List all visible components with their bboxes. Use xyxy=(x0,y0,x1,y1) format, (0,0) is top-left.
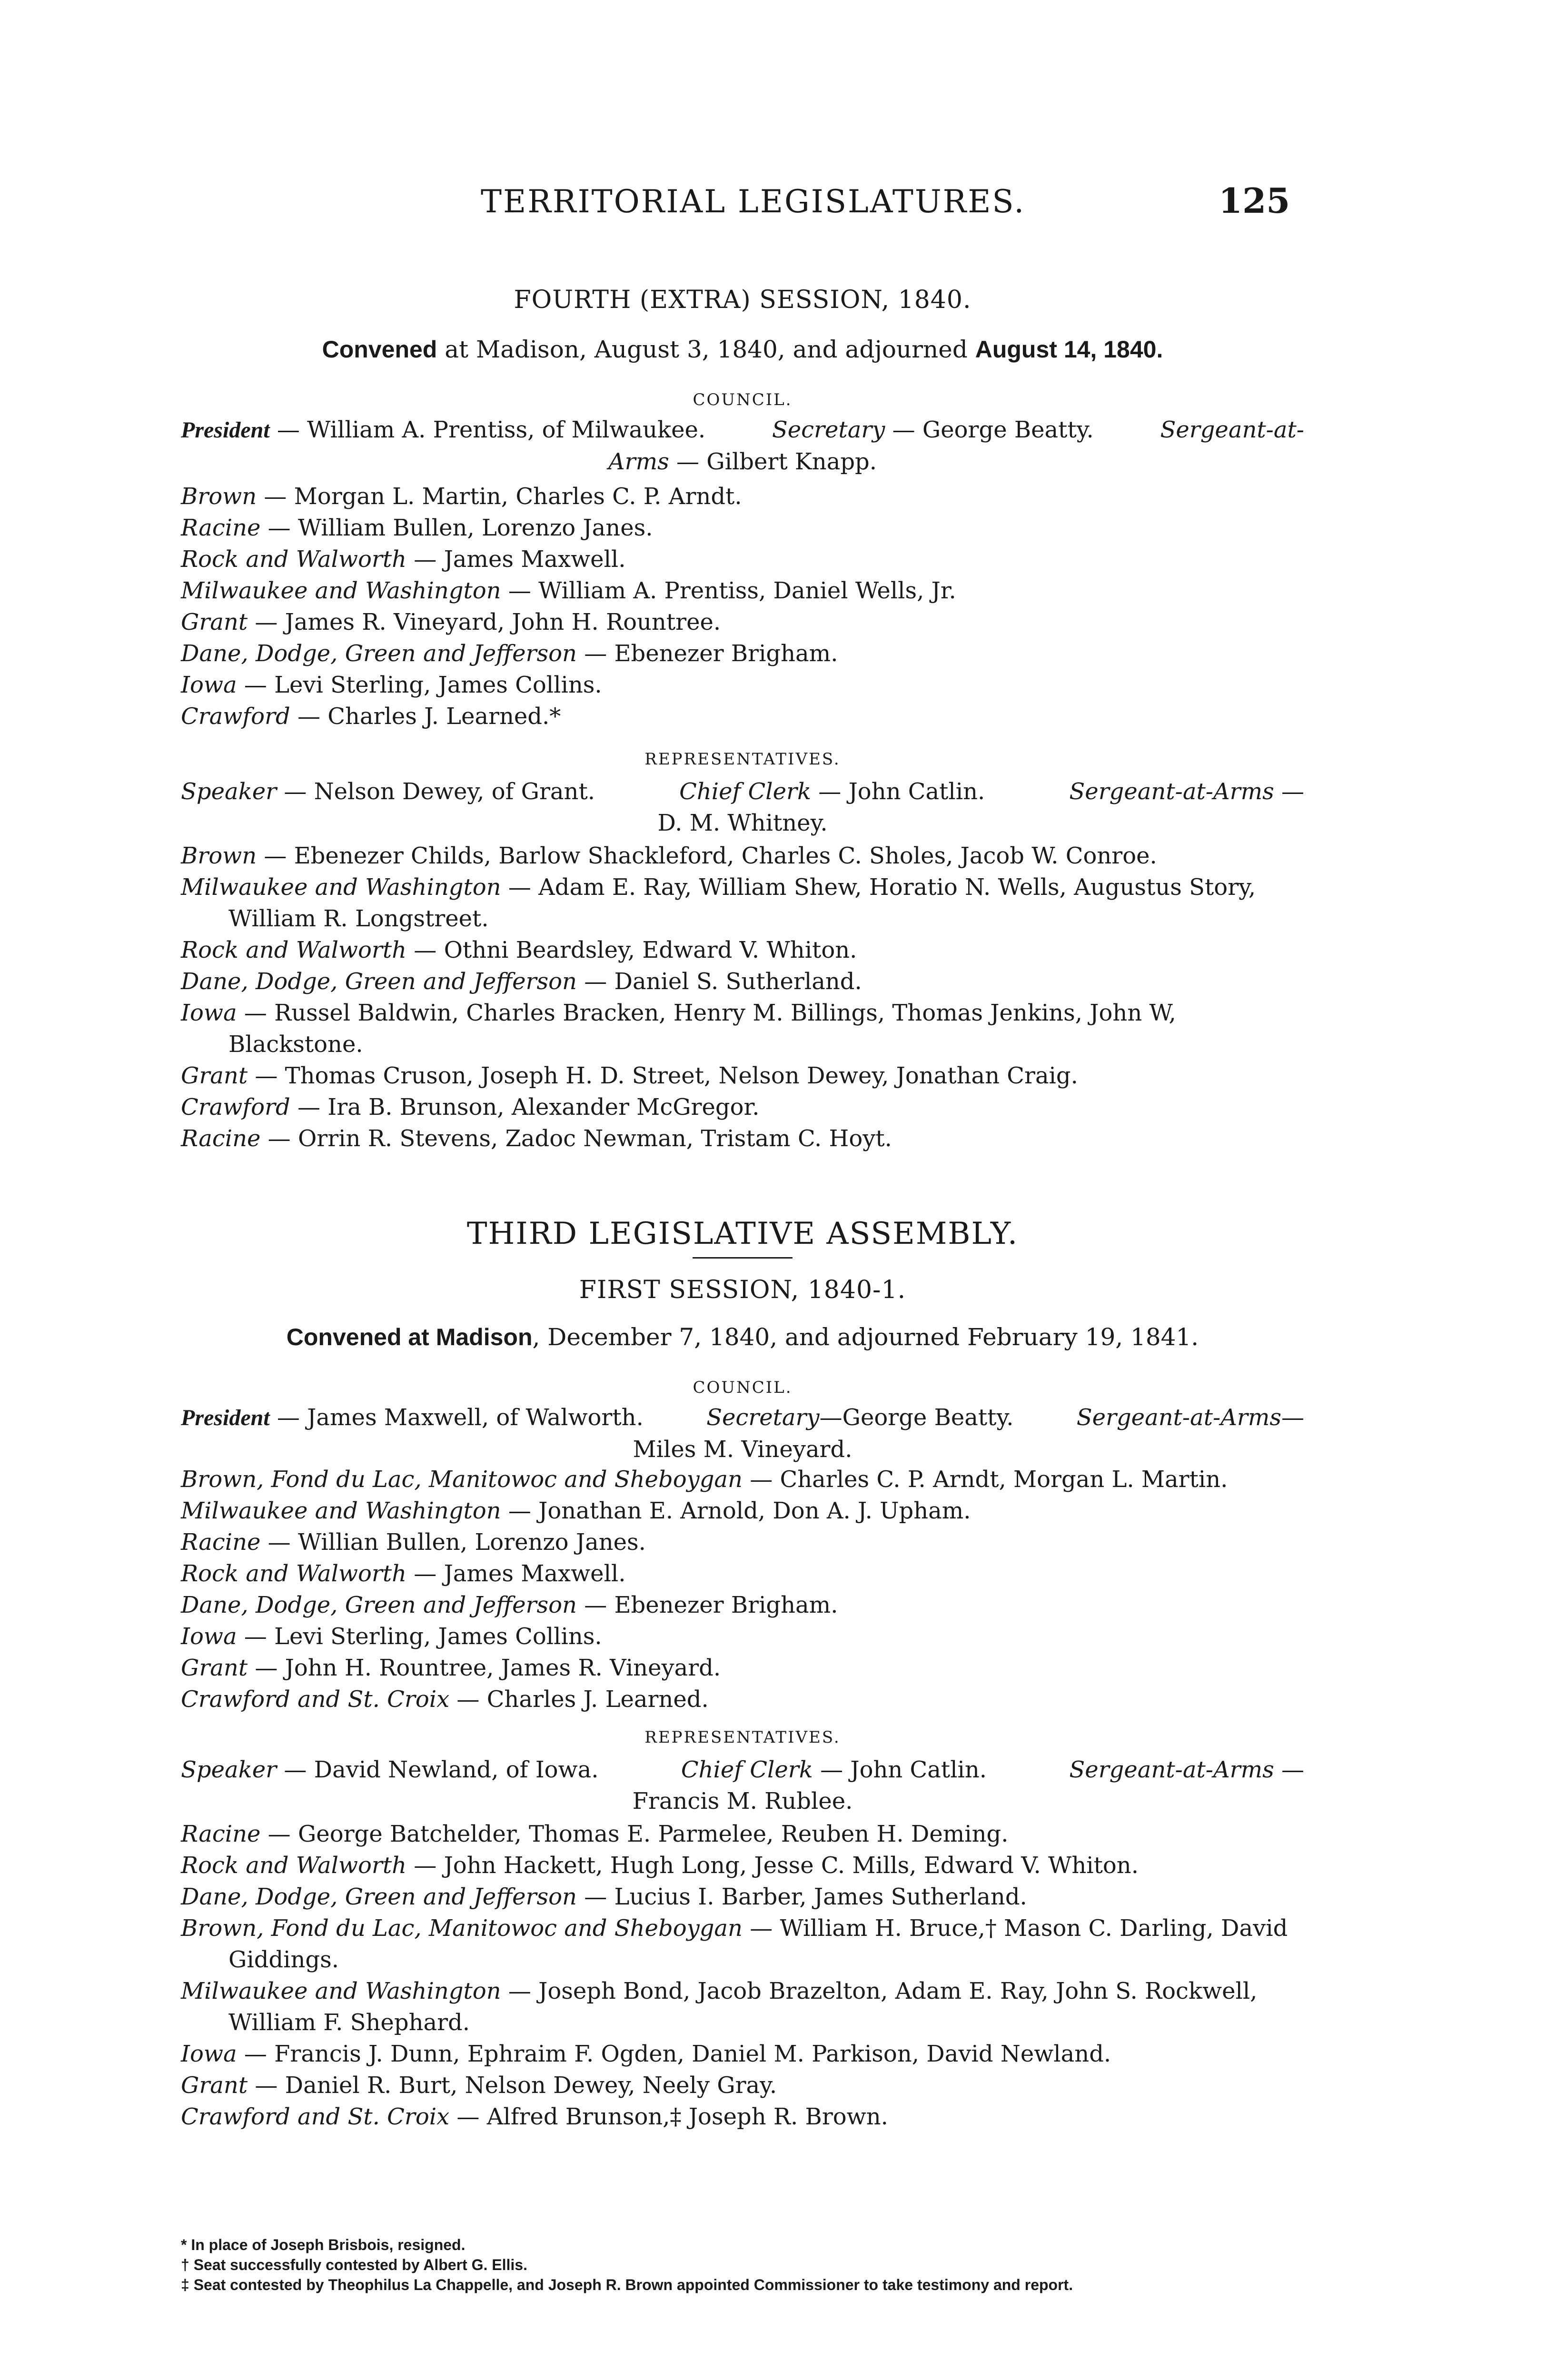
member-entry: Dane, Dodge, Green and Jefferson — Lucius I. Barber, James Sutherland. xyxy=(181,1884,1027,1910)
member-entry: Iowa — Russel Baldwin, Charles Bracken, Henry M. Billings, Thomas Jenkins, John W, Blackstone. xyxy=(181,1000,1176,1058)
convened-line: Convened at Madison, December 7, 1840, and adjourned February 19, 1841. xyxy=(286,1323,1199,1351)
member-entry: Racine — Orrin R. Stevens, Zadoc Newman, Tristam C. Hoyt. xyxy=(181,1125,892,1152)
member-entry: Rock and Walworth — Othni Beardsley, Edward V. Whiton. xyxy=(181,937,857,963)
council-heading: COUNCIL. xyxy=(693,1378,793,1397)
representatives-officers: Speaker — Nelson Dewey, of Grant. Chief Clerk — John Catlin. Sergeant-at-Arms — D. M. Whitney. xyxy=(181,778,1304,836)
member-entry: Milwaukee and Washington — William A. Prentiss, Daniel Wells, Jr. xyxy=(181,577,956,604)
member-entry: Brown — Morgan L. Martin, Charles C. P. Arndt. xyxy=(181,483,742,510)
member-entry: Crawford and St. Croix — Alfred Brunson,‡ Joseph R. Brown. xyxy=(181,2103,888,2130)
member-entry: Brown, Fond du Lac, Manitowoc and Sheboygan — Charles C. P. Arndt, Morgan L. Martin. xyxy=(181,1466,1228,1493)
footnote: † Seat successfully contested by Albert G. Ellis. xyxy=(181,2256,527,2273)
member-entry: Milwaukee and Washington — Jonathan E. Arnold, Don A. J. Upham. xyxy=(181,1497,971,1524)
representatives-heading: REPRESENTATIVES. xyxy=(644,750,841,769)
representatives-member-list xyxy=(181,1818,1304,2132)
member-entry: Milwaukee and Washington — Adam E. Ray, William Shew, Horatio N. Wells, Augustus Story, William R. Longstreet. xyxy=(181,874,1256,932)
assembly-heading: THIRD LEGISLATIVE ASSEMBLY. xyxy=(181,1216,1304,1259)
member-entry: Rock and Walworth — John Hackett, Hugh Long, Jesse C. Mills, Edward V. Whiton. xyxy=(181,1852,1139,1879)
convened-line: Convened at Madison, August 3, 1840, and adjourned August 14, 1840. xyxy=(322,336,1163,363)
page-title: TERRITORIAL LEGISLATURES. xyxy=(481,183,1026,220)
member-entry: Racine — Willian Bullen, Lorenzo Janes. xyxy=(181,1529,646,1556)
member-entry: Rock and Walworth — James Maxwell. xyxy=(181,1560,626,1587)
footnote: * In place of Joseph Brisbois, resigned. xyxy=(181,2236,466,2253)
member-entry: Crawford — Charles J. Learned.* xyxy=(181,703,561,730)
member-entry: Iowa — Francis J. Dunn, Ephraim F. Ogden, Daniel M. Parkison, David Newland. xyxy=(181,2041,1111,2067)
section-rule xyxy=(693,1257,793,1259)
council-officers: President — William A. Prentiss, of Milwaukee. Secretary — George Beatty. Sergeant-at- Arms — Gilbert Knapp. xyxy=(181,416,1304,475)
member-entry: Rock and Walworth — James Maxwell. xyxy=(181,546,626,573)
member-entry: Iowa — Levi Sterling, James Collins. xyxy=(181,1623,602,1650)
representatives-officers: Speaker — David Newland, of Iowa. Chief Clerk — John Catlin. Sergeant-at-Arms — Francis M. Rublee. xyxy=(181,1756,1304,1815)
member-entry: Grant — James R. Vineyard, John H. Rountree. xyxy=(181,609,721,635)
page-number: 125 xyxy=(1219,180,1290,221)
member-entry: Grant — Thomas Cruson, Joseph H. D. Street, Nelson Dewey, Jonathan Craig. xyxy=(181,1062,1078,1089)
council-member-list xyxy=(181,481,1304,732)
running-header xyxy=(0,180,1546,226)
footnote: ‡ Seat contested by Theophilus La Chappelle, and Joseph R. Brown appointed Commissioner to take testimony and report. xyxy=(181,2276,1073,2293)
member-entry: Dane, Dodge, Green and Jefferson — Daniel S. Sutherland. xyxy=(181,968,862,995)
member-entry: Crawford — Ira B. Brunson, Alexander McGregor. xyxy=(181,1094,760,1121)
council-member-list xyxy=(181,1464,1304,1715)
member-entry: Crawford and St. Croix — Charles J. Learned. xyxy=(181,1686,709,1713)
member-entry: Brown — Ebenezer Childs, Barlow Shackleford, Charles C. Sholes, Jacob W. Conroe. xyxy=(181,843,1157,869)
member-entry: Dane, Dodge, Green and Jefferson — Ebenezer Brigham. xyxy=(181,1592,838,1618)
member-entry: Grant — Daniel R. Burt, Nelson Dewey, Neely Gray. xyxy=(181,2072,777,2099)
member-entry: Dane, Dodge, Green and Jefferson — Ebenezer Brigham. xyxy=(181,640,838,667)
footnotes xyxy=(181,2235,1314,2295)
member-entry: Milwaukee and Washington — Joseph Bond, Jacob Brazelton, Adam E. Ray, John S. Rockwell, William F. Shephard. xyxy=(181,1978,1258,2036)
representatives-heading: REPRESENTATIVES. xyxy=(644,1728,841,1747)
session-heading: FIRST SESSION, 1840-1. xyxy=(579,1276,906,1304)
representatives-member-list xyxy=(181,840,1304,1154)
member-entry: Grant — John H. Rountree, James R. Vineyard. xyxy=(181,1655,721,1681)
council-officers: President — James Maxwell, of Walworth. Secretary—George Beatty. Sergeant-at-Arms— Miles M. Vineyard. xyxy=(181,1404,1304,1463)
session-heading: FOURTH (EXTRA) SESSION, 1840. xyxy=(514,286,971,314)
council-heading: COUNCIL. xyxy=(693,390,793,409)
member-entry: Racine — William Bullen, Lorenzo Janes. xyxy=(181,515,653,541)
member-entry: Racine — George Batchelder, Thomas E. Parmelee, Reuben H. Deming. xyxy=(181,1821,1009,1847)
member-entry: Iowa — Levi Sterling, James Collins. xyxy=(181,672,602,698)
member-entry: Brown, Fond du Lac, Manitowoc and Sheboygan — William H. Bruce,† Mason C. Darling, David Giddings. xyxy=(181,1915,1288,1973)
